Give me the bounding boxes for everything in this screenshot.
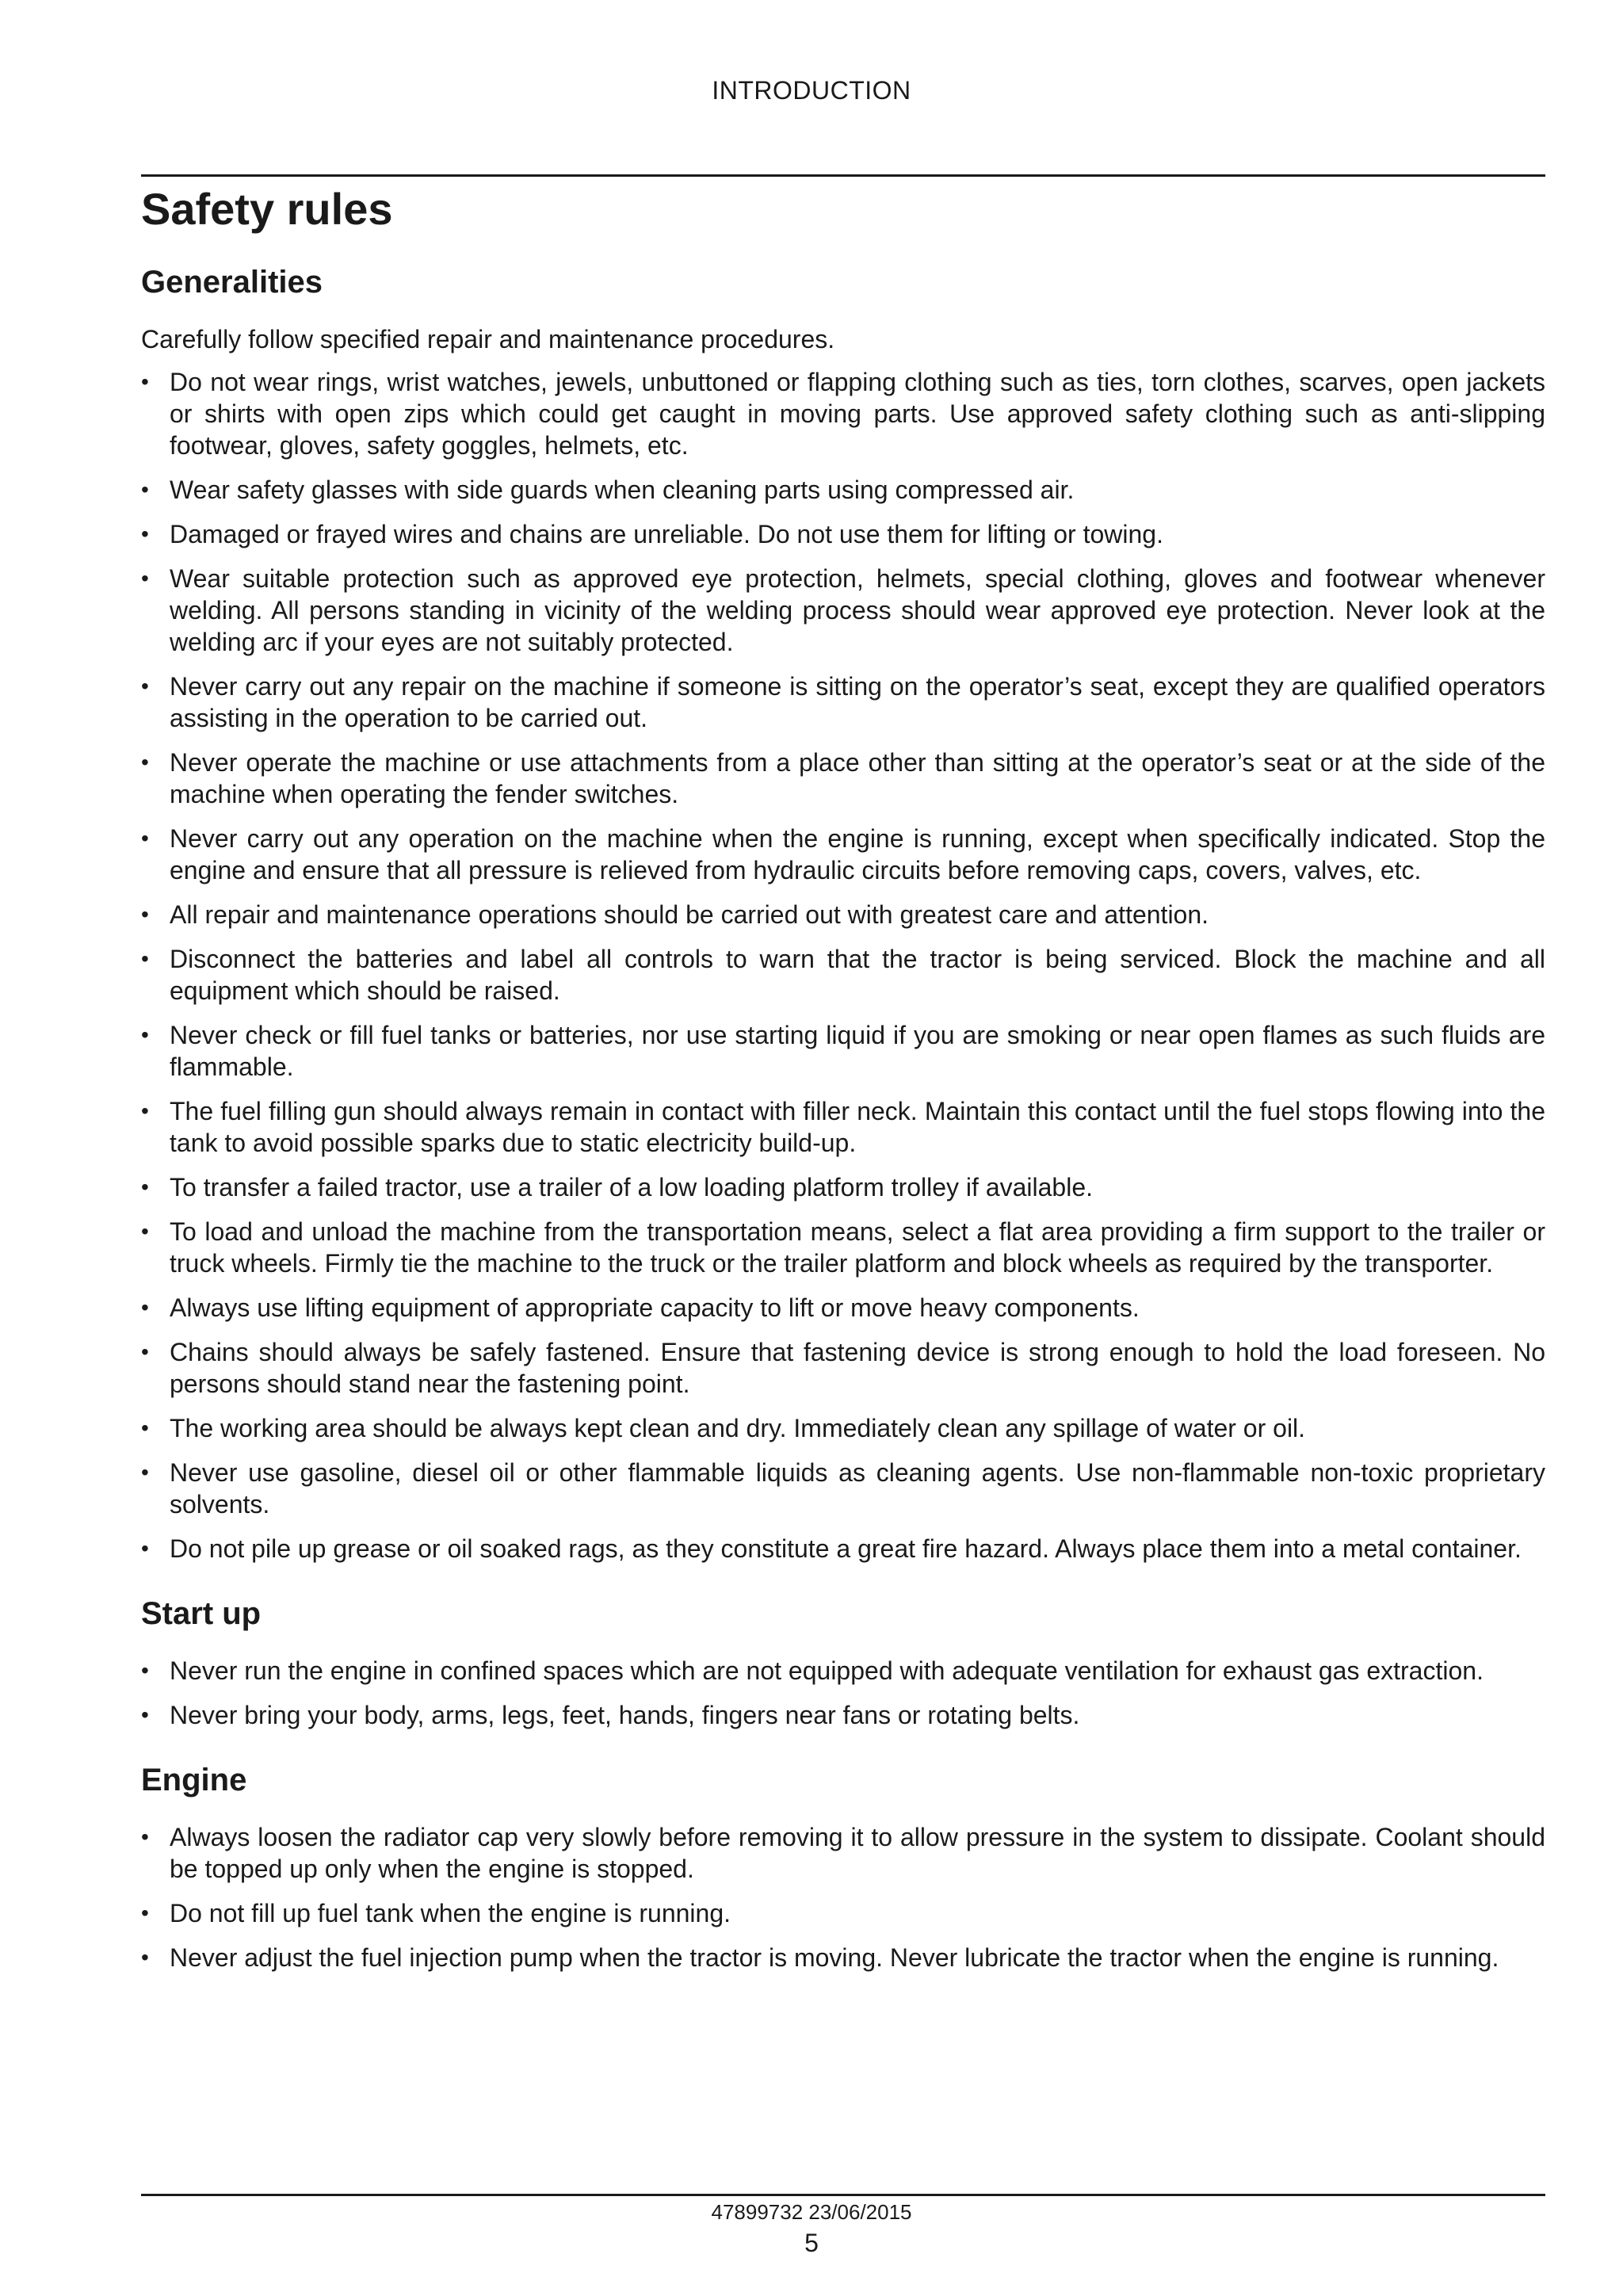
list-item: • Wear safety glasses with side guards when cleaning parts using compressed air. [141,474,1545,506]
list-item: • All repair and maintenance operations should be carried out with greatest care and attention. [141,899,1545,930]
bullet-list [141,1821,1545,1973]
section-heading: Generalities [141,265,323,300]
bullet-list [141,1655,1545,1731]
list-item: • The working area should be always kept clean and dry. Immediately clean any spillage of water or oil. [141,1412,1545,1444]
list-item: • Disconnect the batteries and label all controls to warn that the tractor is being serviced. Block the machine and all equipment which should be raised. [141,943,1545,1007]
list-item: • To transfer a failed tractor, use a trailer of a low loading platform trolley if available. [141,1171,1545,1203]
header-rule [141,174,1545,177]
page-number: 5 [804,2229,819,2257]
list-item: • Do not pile up grease or oil soaked rags, as they constitute a great fire hazard. Always place them into a metal container. [141,1533,1545,1564]
list-item: • Never operate the machine or use attachments from a place other than sitting at the operator’s seat or at the side of the machine when operating the fender switches. [141,747,1545,810]
section-generalities [141,263,1545,1564]
list-item: • To load and unload the machine from the transportation means, select a flat area providing a firm support to the trailer or truck wheels. Firmly tie the machine to the truck or the trailer platform and block wheels as required by the transporter. [141,1216,1545,1279]
list-item: • Do not wear rings, wrist watches, jewels, unbuttoned or flapping clothing such as ties, torn clothes, scarves, open jackets or shirts with open zips which could get caught in moving parts. Use approved safety clothing such as anti-slipping footwear, gloves, safety goggles, helmets, etc. [141,366,1545,461]
list-item: • Never check or fill fuel tanks or batteries, nor use starting liquid if you are smoking or near open flames as such fluids are flammable. [141,1019,1545,1083]
list-item: • Never adjust the fuel injection pump when the tractor is moving. Never lubricate the tractor when the engine is running. [141,1942,1545,1973]
list-item: • Always loosen the radiator cap very slowly before removing it to allow pressure in the system to dissipate. Coolant should be topped up only when the engine is stopped. [141,1821,1545,1885]
section-engine [141,1761,1545,1973]
section-start-up [141,1595,1545,1731]
footer-rule [141,2194,1545,2196]
running-header: INTRODUCTION [712,76,911,105]
list-item: • Never use gasoline, diesel oil or other flammable liquids as cleaning agents. Use non-flammable non-toxic proprietary solvents. [141,1457,1545,1520]
list-item: • Chains should always be safely fastened. Ensure that fastening device is strong enough to hold the load foreseen. No persons should stand near the fastening point. [141,1336,1545,1400]
bullet-list [141,366,1545,1564]
list-item: • Do not fill up fuel tank when the engine is running. [141,1897,1545,1929]
section-heading: Engine [141,1763,247,1797]
list-item: • The fuel filling gun should always remain in contact with filler neck. Maintain this contact until the fuel stops flowing into the tank to avoid possible sparks due to static electricity build-up. [141,1095,1545,1159]
list-item: • Never carry out any repair on the machine if someone is sitting on the operator’s seat, except they are qualified operators assisting in the operation to be carried out. [141,670,1545,734]
page-title: Safety rules [141,184,393,234]
section-heading: Start up [141,1596,262,1631]
document-reference: 47899732 23/06/2015 [711,2200,912,2224]
page-content [141,184,1545,2004]
list-item: • Damaged or frayed wires and chains are unreliable. Do not use them for lifting or towing. [141,518,1545,550]
list-item: • Never run the engine in confined spaces which are not equipped with adequate ventilation for exhaust gas extraction. [141,1655,1545,1687]
section-intro: Carefully follow specified repair and maintenance procedures. [141,325,835,353]
list-item: • Wear suitable protection such as approved eye protection, helmets, special clothing, gloves and footwear whenever welding. All persons standing in vicinity of the welding process should wear approved eye protection. Never look at the welding arc if your eyes are not suitably protected. [141,563,1545,658]
list-item: • Never bring your body, arms, legs, feet, hands, fingers near fans or rotating belts. [141,1699,1545,1731]
list-item: • Never carry out any operation on the machine when the engine is running, except when specifically indicated. Stop the engine and ensure that all pressure is relieved from hydraulic circuits before removing caps, covers, valves, etc. [141,823,1545,886]
list-item: • Always use lifting equipment of appropriate capacity to lift or move heavy components. [141,1292,1545,1324]
